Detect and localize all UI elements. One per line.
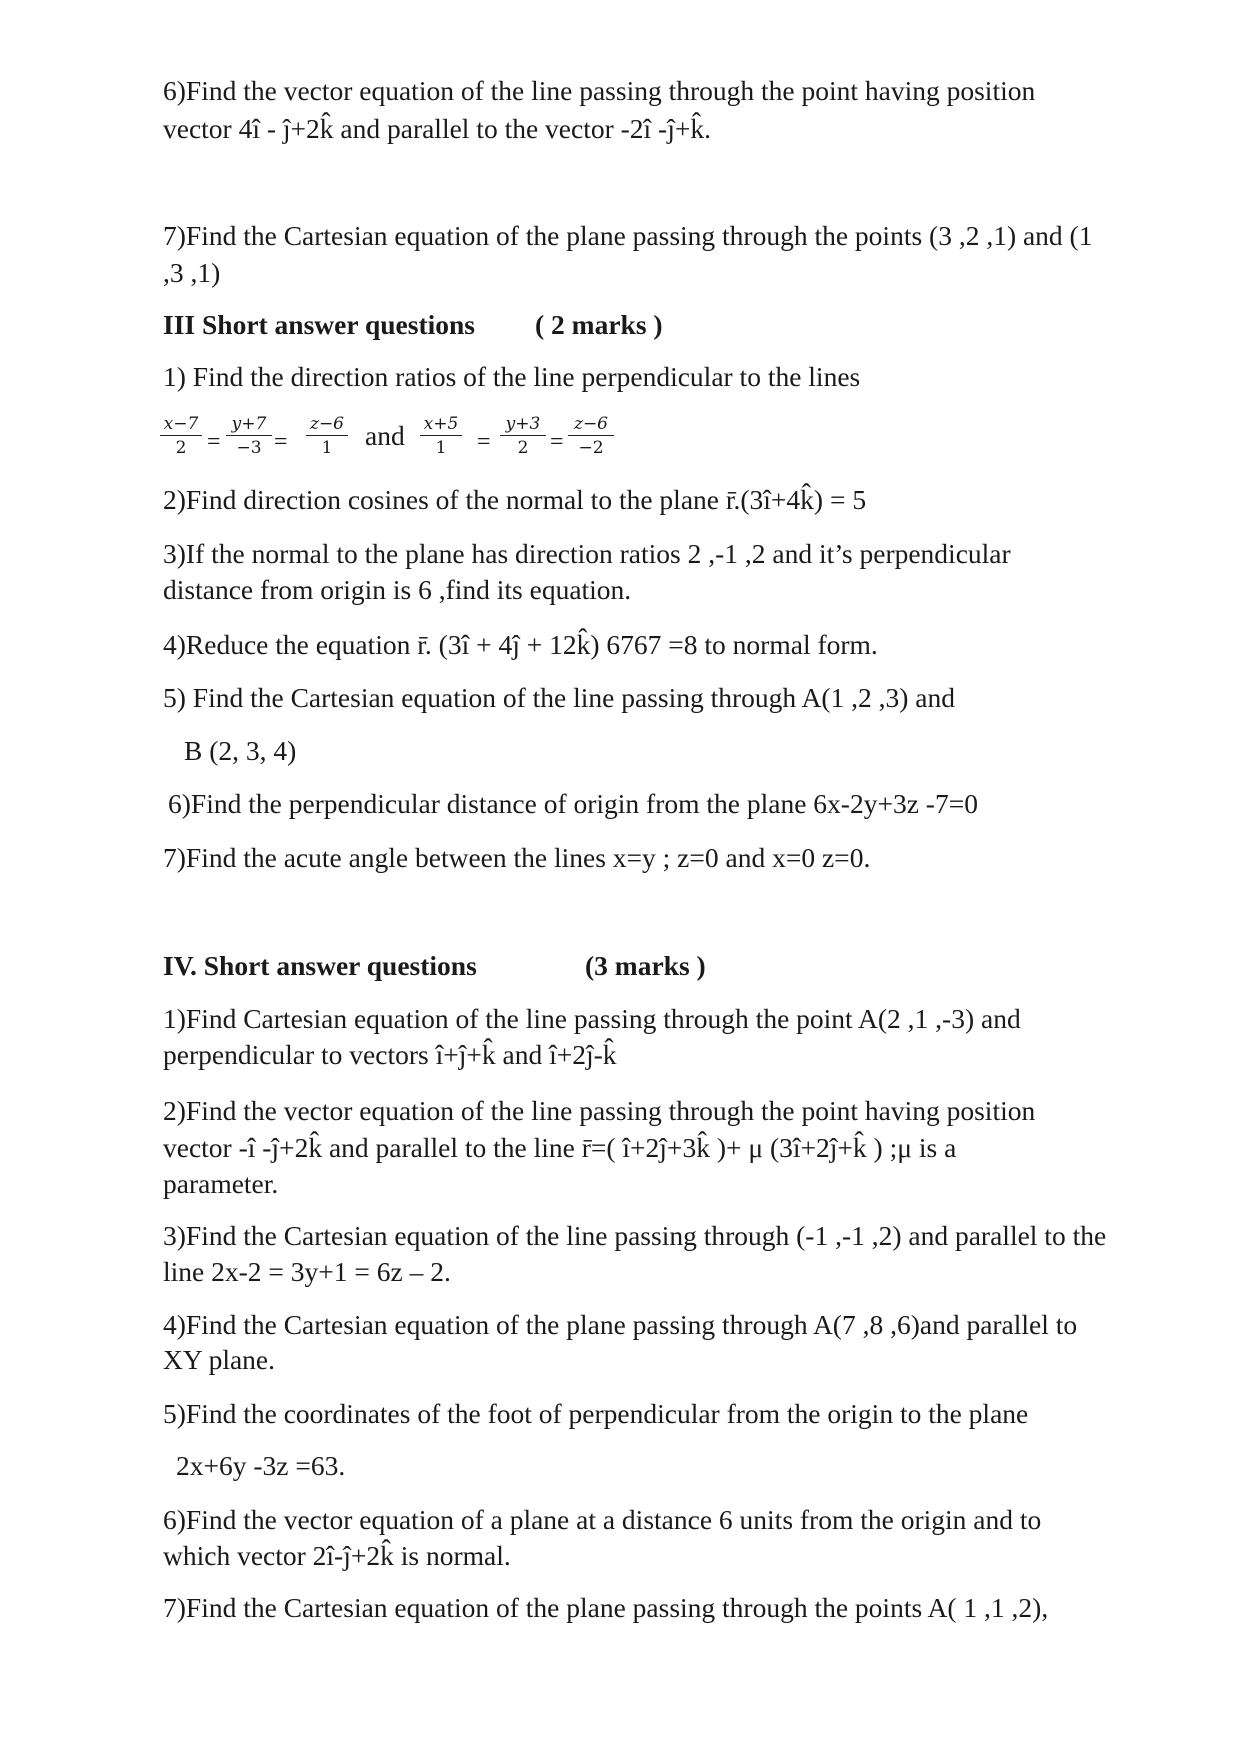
s4-question-2-line-3: parameter. bbox=[163, 1168, 279, 1199]
s4-question-3-line-1: 3)Find the Cartesian equation of the line passing through (-1 ,-1 ,2) and parallel to the bbox=[163, 1220, 1107, 1251]
s4-question-1-line-2: perpendicular to vectors î+ĵ+k̂ and î+2ĵ-k̂ bbox=[163, 1039, 617, 1070]
section-4-marks: (3 marks ) bbox=[585, 950, 706, 981]
section-4-heading bbox=[163, 947, 1173, 985]
section-3-heading bbox=[163, 306, 1173, 344]
s4-question-6-line-1: 6)Find the vector equation of a plane at a distance 6 units from the origin and to bbox=[163, 1504, 1042, 1535]
s4-question-1-line-1: 1)Find Cartesian equation of the line passing through the point A(2 ,1 ,-3) and bbox=[163, 1003, 1021, 1034]
s4-question-6-line-2: which vector 2î-ĵ+2k̂ is normal. bbox=[163, 1540, 511, 1571]
fraction-4-numerator: x+5 bbox=[420, 413, 462, 436]
s3-question-1-line-1: 1) Find the direction ratios of the line perpendicular to the lines bbox=[163, 361, 861, 392]
question-7-line-1: 7)Find the Cartesian equation of the plane passing through the points (3 ,2 ,1) and (1 bbox=[163, 220, 1093, 251]
s4-question-4-line-1: 4)Find the Cartesian equation of the plane passing through A(7 ,8 ,6)and parallel to bbox=[163, 1309, 1078, 1340]
fraction-6-numerator: z−6 bbox=[568, 413, 614, 436]
s4-question-4-line-2: XY plane. bbox=[163, 1344, 276, 1375]
equals-sign-3: = bbox=[477, 429, 491, 455]
fraction-1-numerator: x−7 bbox=[160, 413, 202, 436]
equals-sign-2: = bbox=[274, 429, 288, 455]
question-7-line-2: ,3 ,1) bbox=[163, 257, 221, 288]
section-3-marks: ( 2 marks ) bbox=[535, 309, 663, 340]
s4-question-3-line-2: line 2x-2 = 3y+1 = 6z – 2. bbox=[163, 1256, 451, 1287]
fraction-1 bbox=[160, 413, 202, 460]
section-3-title: III Short answer questions bbox=[163, 309, 475, 340]
section-4-title: IV. Short answer questions bbox=[163, 950, 477, 981]
s3-question-3-line-2: distance from origin is 6 ,find its equation. bbox=[163, 574, 632, 605]
equals-sign-4: = bbox=[550, 429, 564, 455]
fraction-2-numerator: y+7 bbox=[226, 413, 272, 436]
s4-question-5-line-2: 2x+6y -3z =63. bbox=[176, 1450, 346, 1481]
fraction-4 bbox=[420, 413, 462, 460]
equals-sign-1: = bbox=[207, 429, 221, 455]
question-6-line-1: 6)Find the vector equation of the line passing through the point having position bbox=[163, 75, 1036, 106]
s3-question-6: 6)Find the perpendicular distance of origin from the plane 6x-2y+3z -7=0 bbox=[168, 788, 978, 819]
s4-question-7-line-1: 7)Find the Cartesian equation of the plane passing through the points A( 1 ,1 ,2), bbox=[163, 1592, 1049, 1623]
s3-question-2: 2)Find direction cosines of the normal to the plane r̄.(3î+4k̂) = 5 bbox=[163, 484, 867, 515]
s3-question-5-line-2: B (2, 3, 4) bbox=[184, 735, 297, 766]
s3-question-7: 7)Find the acute angle between the lines x=y ; z=0 and x=0 z=0. bbox=[163, 842, 871, 873]
fraction-6-denominator: −2 bbox=[578, 438, 604, 458]
fraction-3-denominator: 1 bbox=[321, 438, 333, 458]
fraction-2-denominator: −3 bbox=[236, 438, 262, 458]
fraction-5-denominator: 2 bbox=[517, 438, 529, 458]
s3-question-3-line-1: 3)If the normal to the plane has direction ratios 2 ,-1 ,2 and it’s perpendicular bbox=[163, 538, 1011, 569]
fraction-5-numerator: y+3 bbox=[500, 413, 546, 436]
fraction-3 bbox=[306, 413, 348, 460]
fraction-1-denominator: 2 bbox=[175, 438, 187, 458]
fraction-3-numerator: z−6 bbox=[306, 413, 348, 436]
s4-question-5-line-1: 5)Find the coordinates of the foot of perpendicular from the origin to the plane bbox=[163, 1398, 1029, 1429]
fraction-5 bbox=[500, 413, 546, 460]
fraction-6 bbox=[568, 413, 614, 460]
question-6-line-2: vector 4î - ĵ+2k̂ and parallel to the vector -2î -ĵ+k̂. bbox=[163, 113, 711, 144]
and-word: and bbox=[365, 420, 405, 451]
fraction-2 bbox=[226, 413, 272, 460]
s4-question-2-line-1: 2)Find the vector equation of the line passing through the point having position bbox=[163, 1095, 1036, 1126]
s4-question-2-line-2: vector -î -ĵ+2k̂ and parallel to the line r̄=( î+2ĵ+3k̂ )+ μ (3î+2ĵ+k̂ ) ;μ is a bbox=[163, 1132, 957, 1163]
fraction-4-denominator: 1 bbox=[435, 438, 447, 458]
s3-question-5-line-1: 5) Find the Cartesian equation of the line passing through A(1 ,2 ,3) and bbox=[163, 682, 956, 713]
s3-question-4: 4)Reduce the equation r̄. (3î + 4ĵ + 12k̂) 6767 =8 to normal form. bbox=[163, 629, 878, 660]
